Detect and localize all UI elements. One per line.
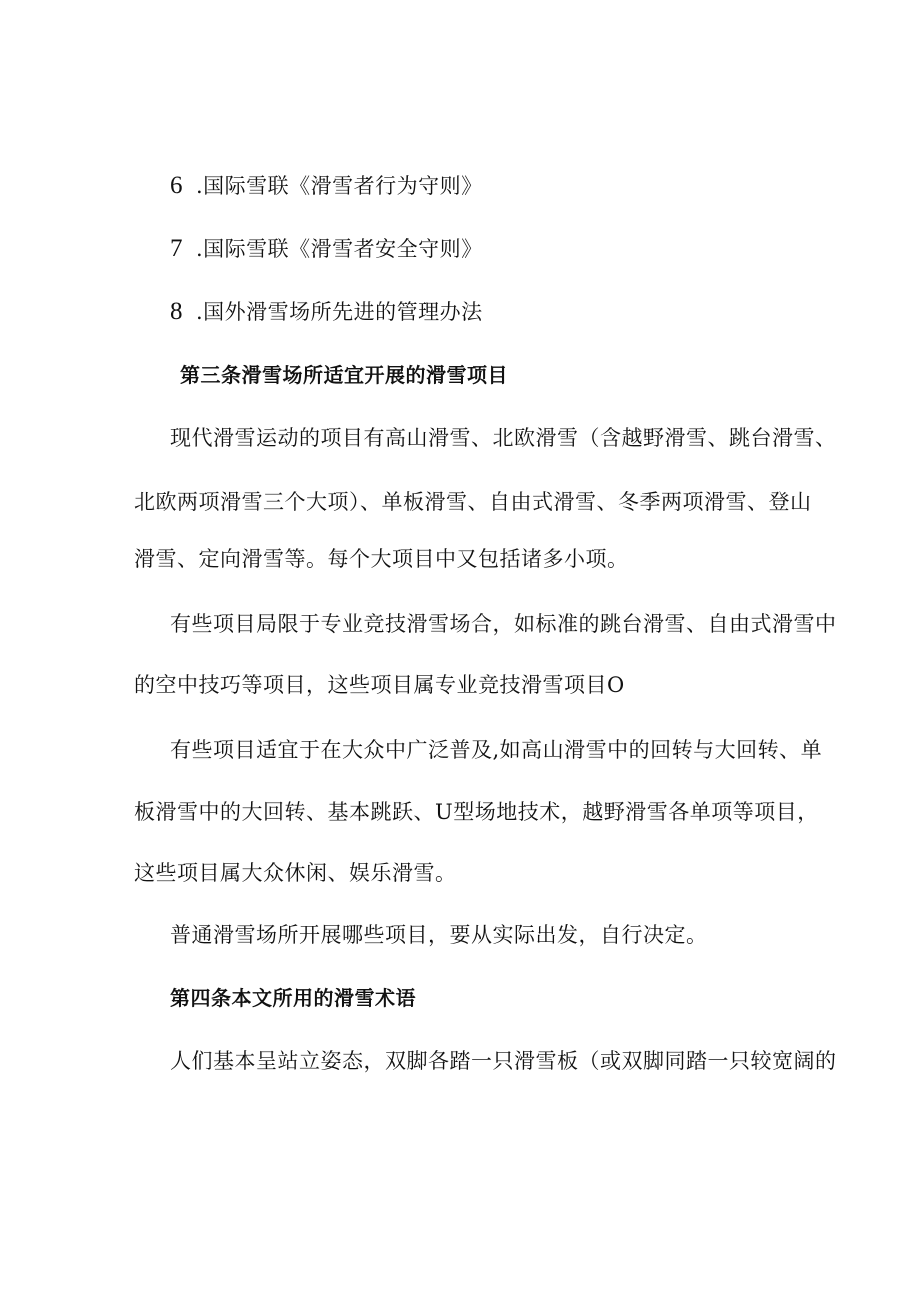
paragraph-line: 板滑雪中的大回转、基本跳跃、U型场地技术，越野滑雪各单项等项目， xyxy=(134,800,819,824)
list-item xyxy=(170,235,483,263)
list-number: 6 xyxy=(170,172,183,199)
list-number: 7 xyxy=(170,235,183,262)
section-heading: 第四条本文所用的滑雪术语 xyxy=(170,986,416,1010)
paragraph-line: 的空中技巧等项目，这些项目属专业竞技滑雪项目O xyxy=(134,673,625,697)
paragraph-line: 现代滑雪运动的项目有高山滑雪、北欧滑雪（含越野滑雪、跳台滑雪、 xyxy=(170,426,837,450)
paragraph-line: 有些项目局限于专业竞技滑雪场合，如标准的跳台滑雪、自由式滑雪中 xyxy=(170,612,837,636)
paragraph-line: 普通滑雪场所开展哪些项目，要从实际出发，自行决定。 xyxy=(170,923,708,947)
paragraph-line: 北欧两项滑雪三个大项）、单板滑雪、自由式滑雪、冬季两项滑雪、登山 xyxy=(134,490,812,514)
list-text: .国际雪联《滑雪者安全守则》 xyxy=(196,237,483,261)
list-number: 8 xyxy=(170,298,183,325)
list-item xyxy=(170,298,483,326)
list-item xyxy=(170,172,483,200)
paragraph-line: 滑雪、定向滑雪等。每个大项目中又包括诸多小项。 xyxy=(134,547,629,571)
paragraph-line: 这些项目属大众休闲、娱乐滑雪。 xyxy=(134,861,457,885)
paragraph-line: 人们基本呈站立姿态，双脚各踏一只滑雪板（或双脚同踏一只较宽阔的 xyxy=(170,1049,837,1073)
section-heading: 第三条滑雪场所适宜开展的滑雪项目 xyxy=(180,363,508,387)
list-text: .国际雪联《滑雪者行为守则》 xyxy=(196,174,483,198)
list-text: .国外滑雪场所先进的管理办法 xyxy=(196,300,483,324)
paragraph-line: 有些项目适宜于在大众中广泛普及,如高山滑雪中的回转与大回转、单 xyxy=(170,738,823,762)
